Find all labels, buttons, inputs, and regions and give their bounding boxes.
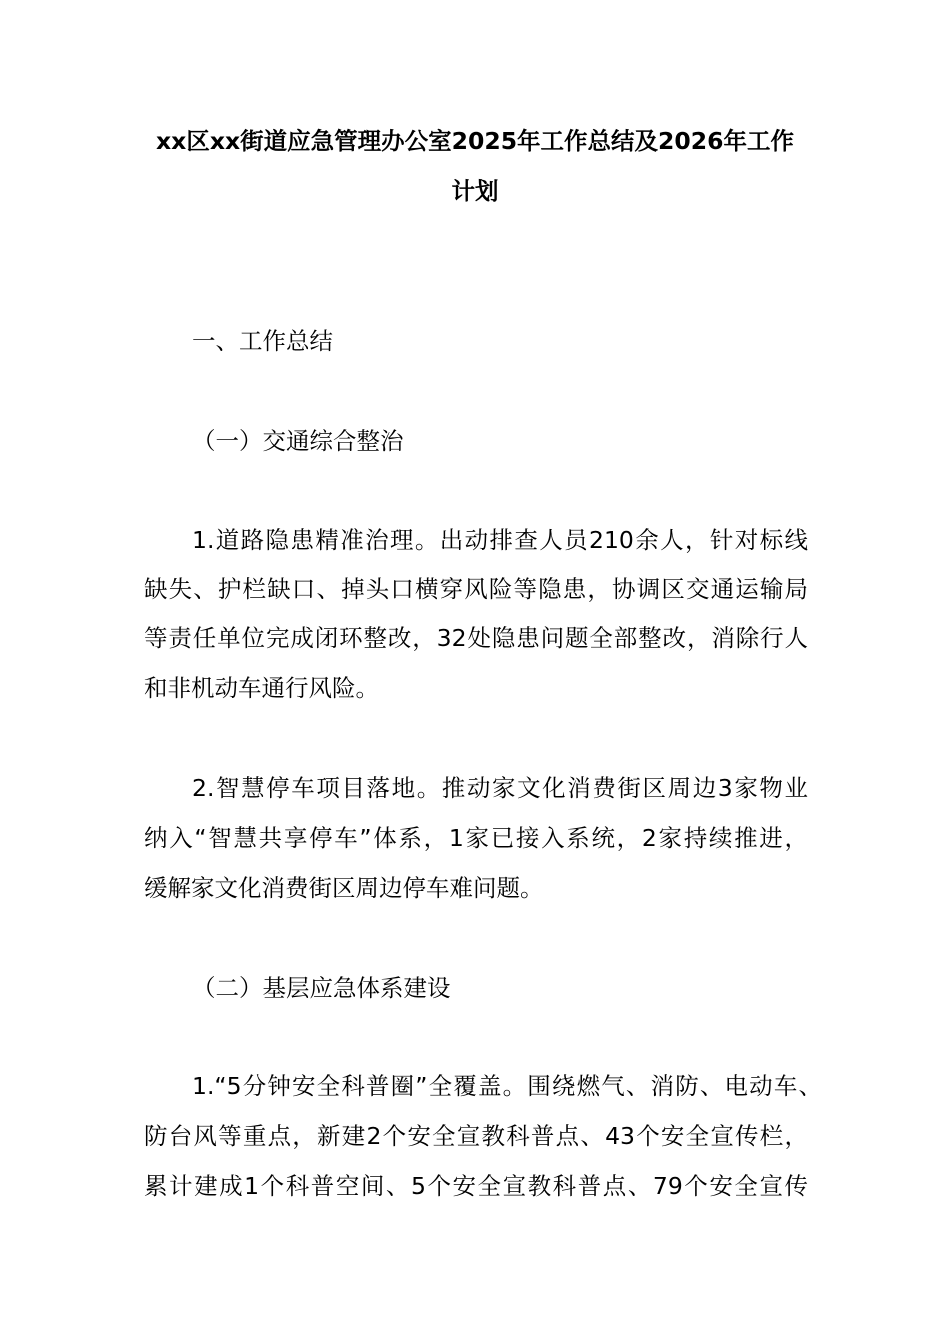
title-line-1: xx区xx街道应急管理办公室2025年工作总结及2026年工作 <box>156 127 794 155</box>
paragraph-line: 2.智慧停车项目落地。推动家文化消费街区周边3家物业 <box>192 774 808 802</box>
paragraph-line: 缺失、护栏缺口、掉头口横穿风险等隐患，协调区交通运输局 <box>144 575 808 603</box>
paragraph-line: 等责任单位完成闭环整改，32处隐患问题全部整改，消除行人 <box>144 624 808 652</box>
subsection-heading: （一）交通综合整治 <box>192 427 404 455</box>
paragraph-line: 缓解家文化消费街区周边停车难问题。 <box>144 874 544 902</box>
paragraph-line: 防台风等重点，新建2个安全宣教科普点、43个安全宣传栏， <box>144 1122 808 1150</box>
paragraph-line: 1.道路隐患精准治理。出动排查人员210余人，针对标线 <box>192 526 808 554</box>
title-line-2: 计划 <box>451 177 499 205</box>
paragraph-line: 累计建成1个科普空间、5个安全宣教科普点、79个安全宣传 <box>144 1172 808 1200</box>
section-heading: 一、工作总结 <box>192 327 333 355</box>
paragraph-line: 和非机动车通行风险。 <box>144 674 379 702</box>
paragraph-line: 1.“5分钟安全科普圈”全覆盖。围绕燃气、消防、电动车、 <box>192 1072 822 1100</box>
subsection-heading: （二）基层应急体系建设 <box>192 974 451 1002</box>
paragraph-line: 纳入“智慧共享停车”体系，1家已接入系统，2家持续推进， <box>144 824 808 852</box>
